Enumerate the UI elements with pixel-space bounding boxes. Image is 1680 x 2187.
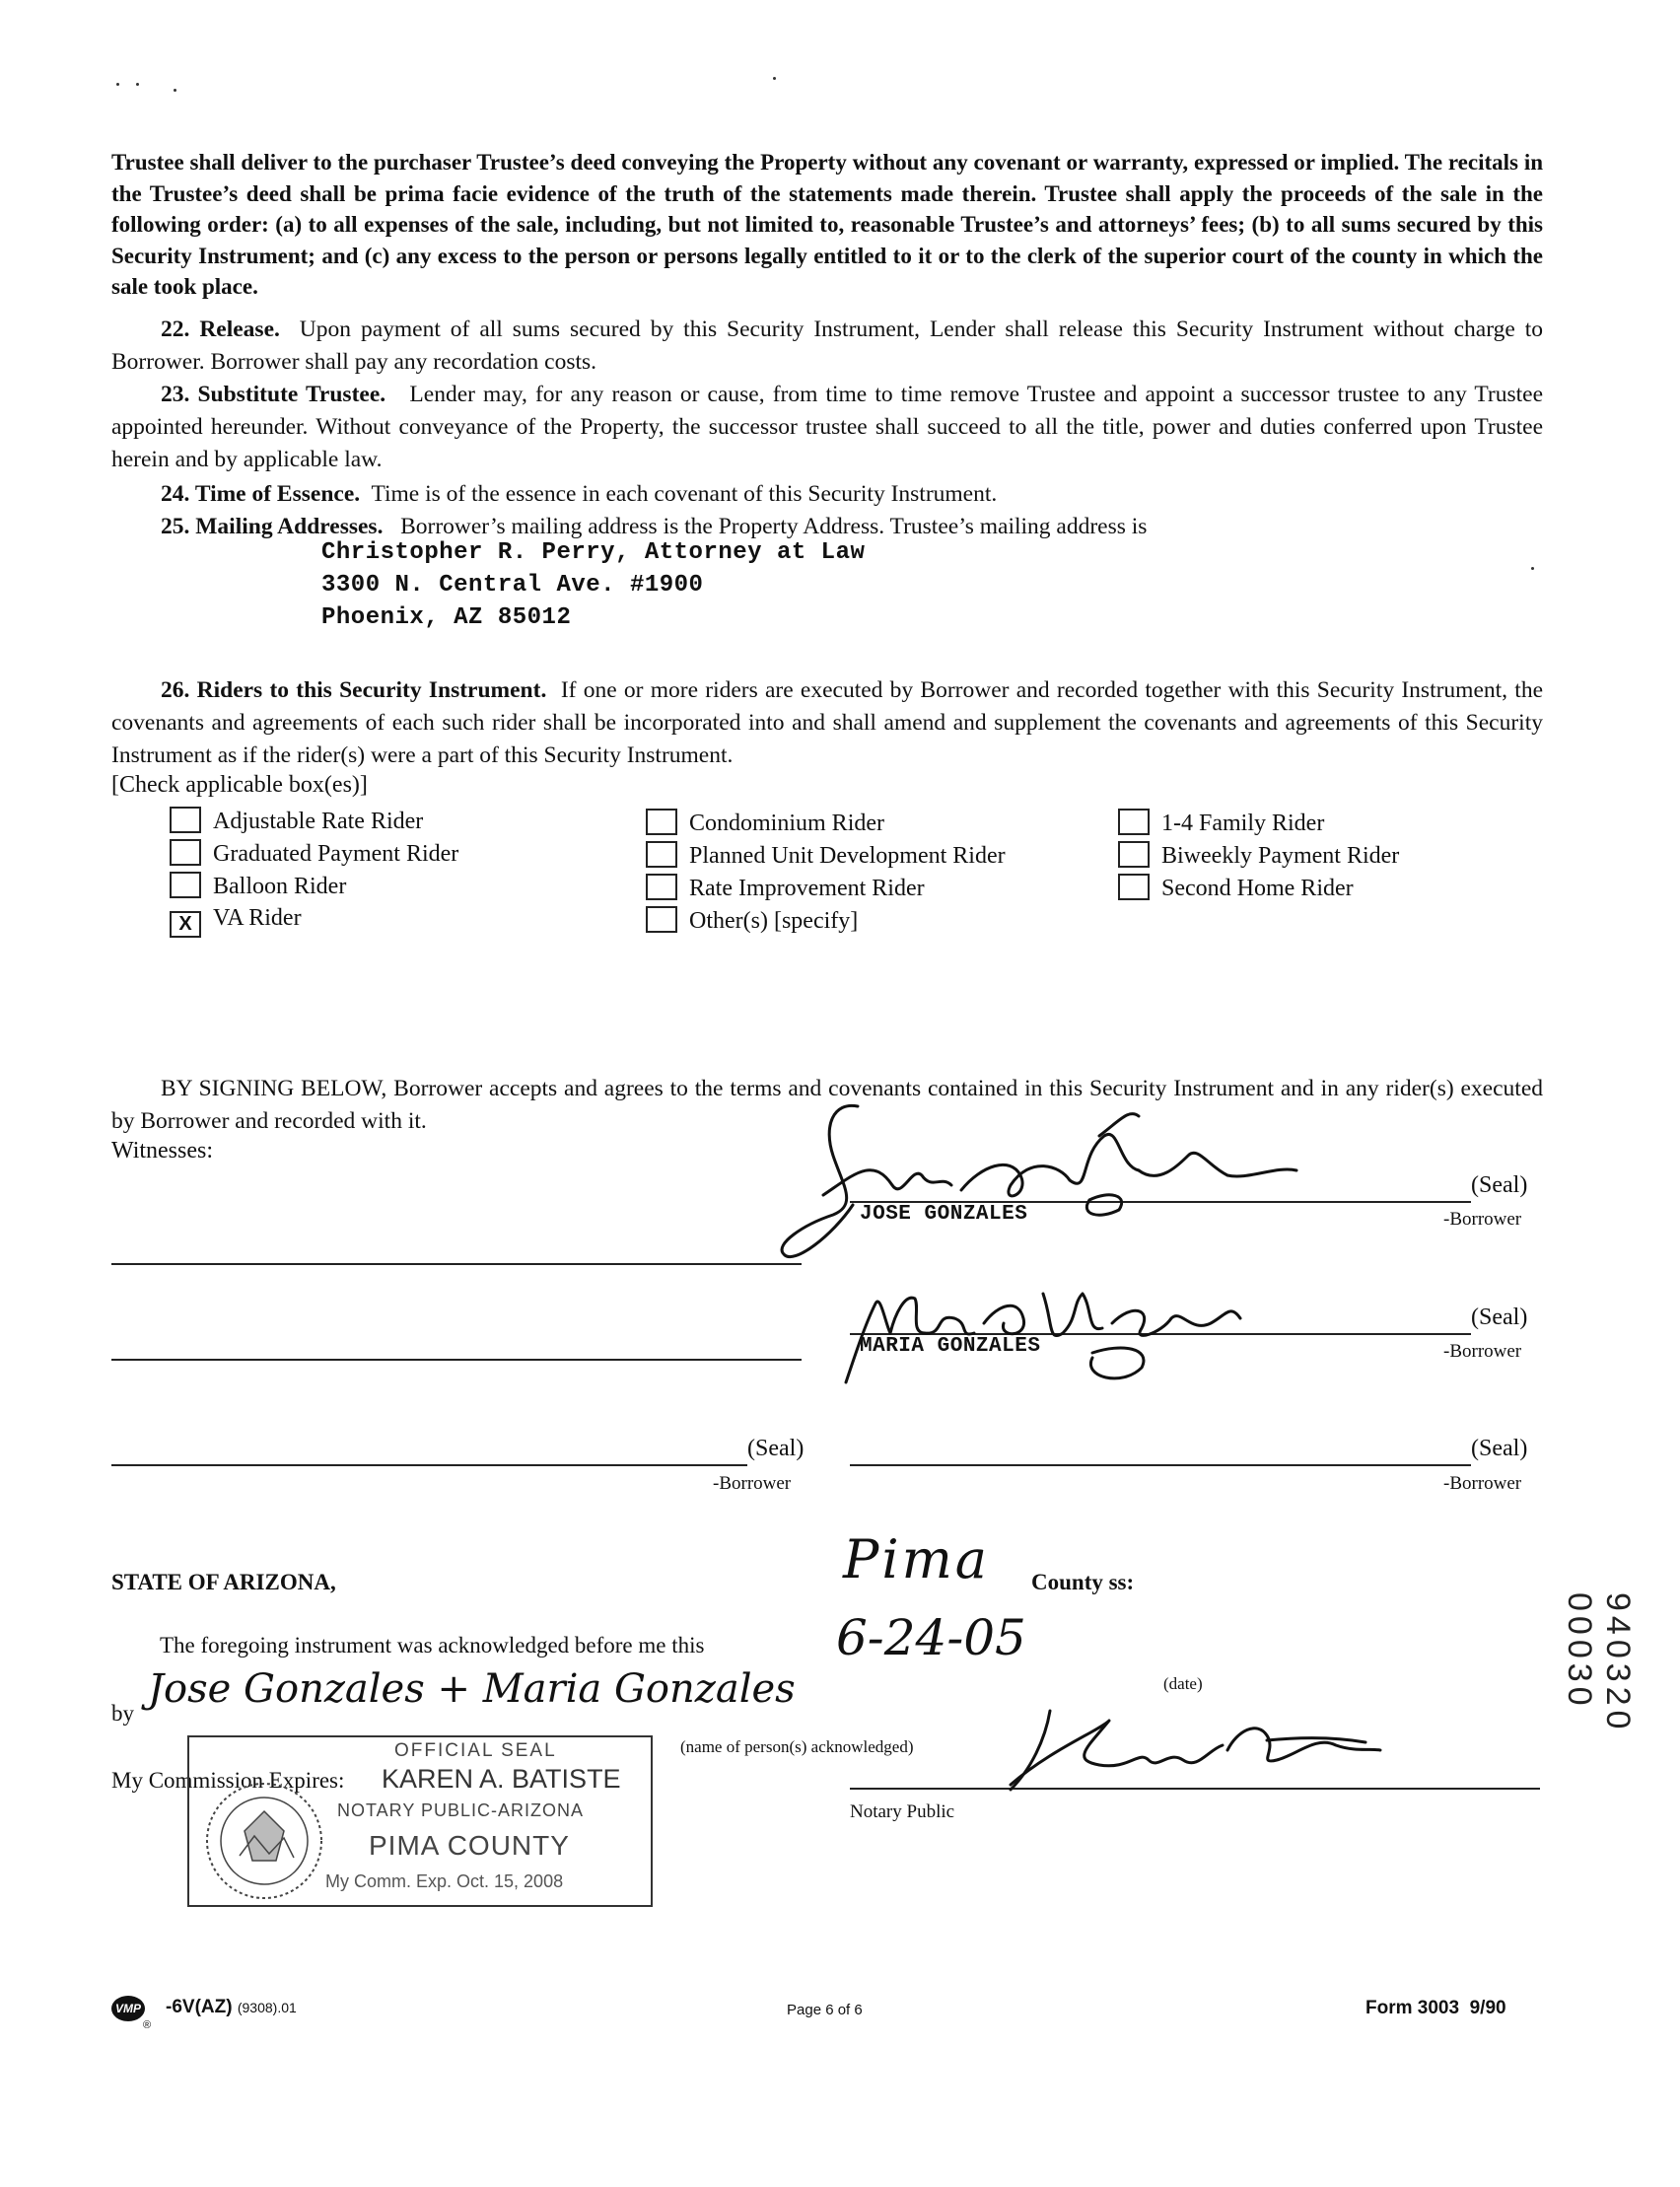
borrower-label: -Borrower (1443, 1209, 1522, 1230)
checkbox[interactable] (646, 841, 677, 868)
arizona-seal-icon (195, 1777, 333, 1905)
notary-public-label: Notary Public (850, 1801, 955, 1822)
notary-date-handwritten: 6-24-05 (836, 1609, 1026, 1666)
scan-speck (136, 83, 139, 86)
section-23-text: Lender may, for any reason or cause, from time to time remove Trustee and appoint a successor trustee to any Trustee appointed hereunder. Without conveyance of the Property, the successor trustee shall succeed to all the title, power and duties conferred upon Trustee herein and by applicable law. (111, 382, 1544, 472)
notary-persons-label: (name of person(s) acknowledged) (680, 1737, 914, 1756)
scan-speck (773, 77, 776, 80)
rider-1-4-family[interactable]: 1-4 Family Rider (1118, 809, 1324, 837)
notary-acknowledged-text: The foregoing instrument was acknowledged before me this (160, 1633, 705, 1658)
notary-state: STATE OF ARIZONA, (111, 1570, 336, 1594)
form-code: -6V(AZ) (9308).01 (166, 1997, 297, 2017)
borrower-2-signature (836, 1264, 1329, 1392)
seal-line-4: PIMA COUNTY (369, 1830, 570, 1861)
notary-signature (991, 1691, 1385, 1799)
checkbox[interactable] (1118, 809, 1150, 835)
checkbox[interactable] (170, 872, 201, 898)
witness-line-1[interactable] (111, 1263, 802, 1265)
section-25-text: Borrower’s mailing address is the Property Address. Trustee’s mailing address is (400, 514, 1148, 539)
rider-adjustable-rate[interactable]: Adjustable Rate Rider (170, 807, 423, 835)
checkbox[interactable] (1118, 874, 1150, 900)
section-24 (111, 478, 1543, 511)
section-22 (111, 314, 1543, 379)
notary-county-handwritten: Pima (843, 1528, 991, 1590)
borrower-3-signature-line[interactable] (111, 1464, 747, 1466)
borrower-4-signature-line[interactable] (850, 1464, 1471, 1466)
notary-seal-stamp (187, 1735, 653, 1907)
scan-speck (116, 83, 119, 86)
witness-line-2[interactable] (111, 1359, 802, 1361)
scan-speck (174, 89, 176, 92)
notary-county-label: County ss: (1031, 1570, 1135, 1594)
check-instruction: [Check applicable box(es)] (111, 772, 368, 798)
notary-commission-label: My Commission Expires: (111, 1768, 345, 1793)
margin-stamp: 940320 00030 (1561, 1592, 1637, 1734)
checkbox[interactable] (646, 874, 677, 900)
seal-label: (Seal) (1471, 1305, 1528, 1330)
notary-persons-handwritten: Jose Gonzales + Maria Gonzales (148, 1666, 796, 1712)
borrower-label: -Borrower (1443, 1341, 1522, 1362)
registered-mark: ® (143, 2019, 152, 2031)
borrower-2-name: MARIA GONZALES (860, 1335, 1041, 1358)
section-26-text: If one or more riders are executed by Borrower and recorded together with this Security Instrument, the covenants and agreements of each such rider shall be incorporated into and shall amend and supplement the covenants and agreements of this Security Instrument as if the rider(s) were a part of this Security Instrument. (111, 677, 1544, 768)
section-25-heading: 25. Mailing Addresses. (161, 514, 384, 539)
signing-statement: BY SIGNING BELOW, Borrower accepts and agrees to the terms and covenants contained in this Security Instrument and in any rider(s) executed by Borrower and recorded with it. (111, 1076, 1543, 1134)
checkbox[interactable] (170, 807, 201, 833)
borrower-1-signature (764, 1096, 1316, 1274)
seal-label: (Seal) (1471, 1436, 1528, 1461)
seal-line-2: KAREN A. BATISTE (382, 1764, 621, 1794)
borrower-label: -Borrower (1443, 1473, 1522, 1494)
form-number: Form 3003 9/90 (1365, 1998, 1506, 2018)
rider-second-home[interactable]: Second Home Rider (1118, 874, 1354, 902)
borrower-label: -Borrower (713, 1473, 792, 1494)
section-24-text: Time is of the essence in each covenant of this Security Instrument. (371, 481, 998, 507)
trustee-address-line-2: 3300 N. Central Ave. #1900 (321, 572, 704, 599)
section-24-heading: 24. Time of Essence. (161, 481, 361, 507)
section-22-heading: 22. Release. (161, 317, 280, 342)
trustee-deed-paragraph: Trustee shall deliver to the purchaser Trustee’s deed conveying the Property without any covenant or warranty, expressed or implied. The recitals in the Trustee’s deed shall be prima facie evidence of the truth of the statements made therein. Trustee shall apply the proceeds of the sale in the following order: (a) to all expenses of the sale, including, but not limited to, reasonable Trustee’s and attorneys’ fees; (b) to all sums secured by this Security Instrument; and (c) any excess to the person or persons legally entitled to it or to the clerk of the superior court of the county in which the sale took place. (111, 150, 1543, 299)
trustee-address-line-3: Phoenix, AZ 85012 (321, 604, 572, 631)
rider-planned-unit-development[interactable]: Planned Unit Development Rider (646, 841, 1006, 870)
rider-va[interactable]: X VA Rider (170, 904, 302, 938)
checkbox-checked[interactable]: X (170, 911, 201, 938)
rider-biweekly-payment[interactable]: Biweekly Payment Rider (1118, 841, 1399, 870)
checkbox[interactable] (1118, 841, 1150, 868)
borrower-1-name: JOSE GONZALES (860, 1203, 1028, 1226)
page-number: Page 6 of 6 (787, 2002, 863, 2018)
witnesses-label: Witnesses: (111, 1138, 214, 1164)
rider-balloon[interactable]: Balloon Rider (170, 872, 346, 900)
section-22-text: Upon payment of all sums secured by this Security Instrument, Lender shall release this Security Instrument without charge to Borrower. Borrower shall pay any recordation costs. (111, 317, 1544, 375)
checkbox[interactable] (170, 839, 201, 866)
trustee-address-line-1: Christopher R. Perry, Attorney at Law (321, 539, 866, 566)
seal-line-3: NOTARY PUBLIC-ARIZONA (337, 1800, 585, 1820)
vmp-logo-icon: VMP (111, 1996, 145, 2021)
notary-by-label: by (111, 1701, 134, 1726)
rider-other[interactable]: Other(s) [specify] (646, 906, 858, 935)
seal-line-5: My Comm. Exp. Oct. 15, 2008 (325, 1871, 564, 1891)
checkbox[interactable] (646, 906, 677, 933)
notary-date-label: (date) (1163, 1674, 1203, 1693)
rider-rate-improvement[interactable]: Rate Improvement Rider (646, 874, 925, 902)
seal-label: (Seal) (747, 1436, 805, 1461)
rider-graduated-payment[interactable]: Graduated Payment Rider (170, 839, 458, 868)
scan-speck (1531, 567, 1534, 570)
section-26 (111, 674, 1543, 772)
section-23-heading: 23. Substitute Trustee. (161, 382, 386, 407)
section-23 (111, 379, 1543, 476)
section-26-heading: 26. Riders to this Security Instrument. (161, 677, 547, 703)
rider-condominium[interactable]: Condominium Rider (646, 809, 884, 837)
seal-line-1: OFFICIAL SEAL (394, 1740, 557, 1761)
seal-label: (Seal) (1471, 1172, 1528, 1198)
checkbox[interactable] (646, 809, 677, 835)
